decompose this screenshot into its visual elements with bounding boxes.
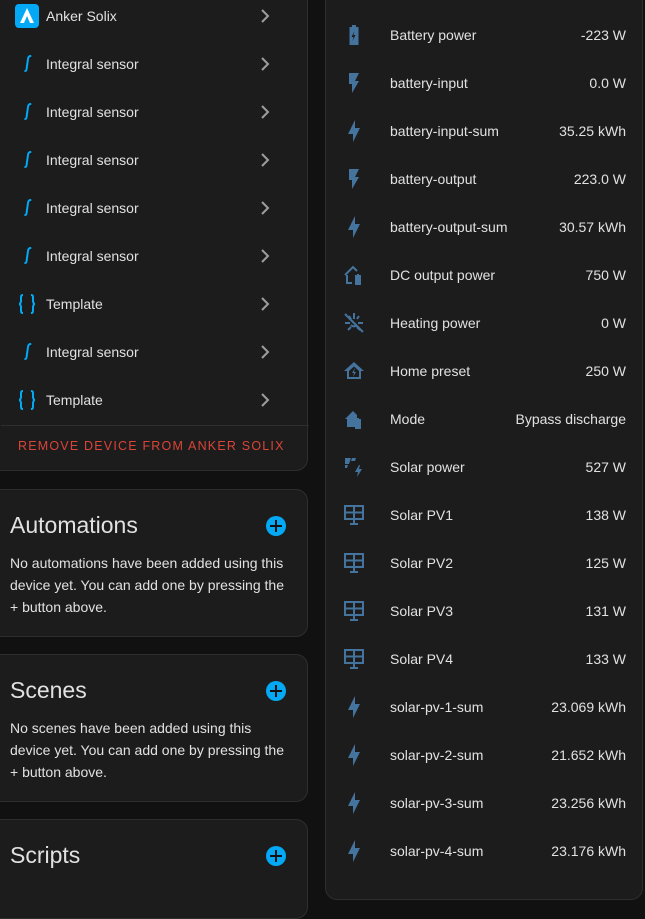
- device-list-item-label: Integral sensor: [46, 104, 139, 120]
- device-list-item[interactable]: [1, 40, 297, 88]
- chevron-right-icon: [259, 201, 271, 215]
- lightning-icon: [342, 119, 366, 143]
- add-scene-button[interactable]: [266, 681, 286, 701]
- integral-icon: [15, 196, 39, 220]
- flash-icon: [342, 167, 366, 191]
- sensor-value: Bypass discharge: [515, 411, 626, 427]
- sensor-label: battery-input: [390, 75, 468, 91]
- automations-empty-text: No automations have been added using this device yet. You can add one by pressing the + button above.: [10, 555, 284, 615]
- automations-card: [0, 489, 308, 637]
- sensor-row[interactable]: [326, 11, 642, 59]
- divider: [1, 425, 309, 426]
- sensor-label: Solar PV3: [390, 603, 454, 619]
- sensor-value: 0 W: [601, 315, 626, 331]
- scripts-card: [0, 819, 308, 919]
- sensor-value: 527 W: [585, 459, 626, 475]
- add-script-button[interactable]: [266, 846, 286, 866]
- scenes-title: Scenes: [10, 677, 87, 703]
- solar-power-icon: [342, 455, 366, 479]
- sensor-label: battery-output-sum: [390, 219, 508, 235]
- device-list-item-label: Anker Solix: [46, 8, 117, 24]
- lightning-icon: [342, 695, 366, 719]
- chevron-right-icon: [259, 249, 271, 263]
- device-list-item-label: Integral sensor: [46, 344, 139, 360]
- sensor-label: battery-output: [390, 171, 477, 187]
- device-list-card: [0, 0, 308, 471]
- sensor-row[interactable]: [326, 203, 642, 251]
- sensor-value: 21.652 kWh: [551, 747, 626, 763]
- sensor-value: 131 W: [585, 603, 626, 619]
- integral-icon: [15, 244, 39, 268]
- flash-icon: [342, 71, 366, 95]
- sensor-row[interactable]: [326, 395, 642, 443]
- sensor-label: solar-pv-1-sum: [390, 699, 484, 715]
- device-list-item-label: Integral sensor: [46, 152, 139, 168]
- device-list-item[interactable]: [1, 280, 297, 328]
- solar-panel-icon: [342, 551, 366, 575]
- sensor-row[interactable]: [326, 635, 642, 683]
- sensor-label: solar-pv-4-sum: [390, 843, 484, 859]
- sensor-value: 23.256 kWh: [551, 795, 626, 811]
- chevron-right-icon: [259, 153, 271, 167]
- sensor-row[interactable]: [326, 731, 642, 779]
- device-list-item-label: Integral sensor: [46, 248, 139, 264]
- sensor-value: 35.25 kWh: [559, 123, 626, 139]
- solar-panel-icon: [342, 647, 366, 671]
- sensor-row[interactable]: [326, 299, 642, 347]
- home-battery-icon: [342, 407, 366, 431]
- device-list-item-label: Integral sensor: [46, 200, 139, 216]
- sensor-row[interactable]: [326, 587, 642, 635]
- sensor-label: Mode: [390, 411, 426, 427]
- scenes-empty-text: No scenes have been added using this device yet. You can add one by pressing the + button above.: [10, 720, 284, 780]
- sensor-value: 30.57 kWh: [559, 219, 626, 235]
- sensor-label: Battery power: [390, 27, 477, 43]
- add-automation-button[interactable]: [266, 516, 286, 536]
- sensor-label: battery-input-sum: [390, 123, 499, 139]
- device-list-item[interactable]: [1, 232, 297, 280]
- sensor-row[interactable]: [326, 779, 642, 827]
- chevron-right-icon: [259, 297, 271, 311]
- sensor-value: 223.0 W: [573, 171, 626, 187]
- device-list-item[interactable]: [1, 136, 297, 184]
- remove-device-button[interactable]: REMOVE DEVICE FROM ANKER SOLIX: [18, 439, 285, 453]
- sensor-value: 133 W: [585, 651, 626, 667]
- device-list-item-label: Template: [46, 296, 103, 312]
- sensor-label: solar-pv-3-sum: [390, 795, 484, 811]
- chevron-right-icon: [259, 9, 271, 23]
- home-lightning-icon: [342, 359, 366, 383]
- chevron-right-icon: [259, 57, 271, 71]
- integral-icon: [15, 100, 39, 124]
- sensor-row[interactable]: [326, 59, 642, 107]
- sensor-value: 0.0 W: [589, 75, 626, 91]
- solar-panel-icon: [342, 599, 366, 623]
- sensor-value: 250 W: [585, 363, 626, 379]
- sensor-row[interactable]: [326, 107, 642, 155]
- heating-off-icon: [342, 311, 366, 335]
- device-list-item[interactable]: [1, 184, 297, 232]
- sensor-row[interactable]: [326, 443, 642, 491]
- chevron-right-icon: [259, 105, 271, 119]
- template-braces-icon: [15, 388, 39, 412]
- plus-icon: [270, 520, 282, 532]
- sensor-row[interactable]: [326, 827, 642, 875]
- sensor-label: Home preset: [390, 363, 471, 379]
- sensor-value: 23.069 kWh: [551, 699, 626, 715]
- lightning-icon: [342, 791, 366, 815]
- device-list-item[interactable]: [1, 376, 297, 424]
- sensor-label: Solar power: [390, 459, 465, 475]
- sensor-row[interactable]: [326, 683, 642, 731]
- sensor-value: -223 W: [580, 27, 626, 43]
- device-list-item[interactable]: [1, 328, 297, 376]
- sensor-value: 23.176 kWh: [551, 843, 626, 859]
- template-braces-icon: [15, 292, 39, 316]
- integral-icon: [15, 52, 39, 76]
- automations-title: Automations: [10, 512, 138, 538]
- sensor-row[interactable]: [326, 347, 642, 395]
- chevron-right-icon: [259, 345, 271, 359]
- home-battery-outline-icon: [342, 263, 366, 287]
- sensors-card: [325, 0, 643, 900]
- battery-charging-icon: [342, 23, 366, 47]
- plus-icon: [270, 850, 282, 862]
- sensor-label: Solar PV2: [390, 555, 454, 571]
- sensor-label: DC output power: [390, 267, 496, 283]
- integral-icon: [15, 148, 39, 172]
- chevron-right-icon: [259, 393, 271, 407]
- anker-solix-logo-icon: [15, 4, 39, 28]
- sensor-label: Solar PV4: [390, 651, 454, 667]
- lightning-icon: [342, 839, 366, 863]
- device-list-item[interactable]: [1, 0, 297, 40]
- sensor-label: solar-pv-2-sum: [390, 747, 484, 763]
- sensor-value: 138 W: [585, 507, 626, 523]
- lightning-icon: [342, 215, 366, 239]
- sensor-row[interactable]: [326, 539, 642, 587]
- integral-icon: [15, 340, 39, 364]
- device-list-item-label: Template: [46, 392, 103, 408]
- device-list-item-label: Integral sensor: [46, 56, 139, 72]
- scripts-title: Scripts: [10, 842, 81, 868]
- sensor-label: Solar PV1: [390, 507, 454, 523]
- sensor-row[interactable]: [326, 155, 642, 203]
- sensor-value: 750 W: [585, 267, 626, 283]
- solar-panel-icon: [342, 503, 366, 527]
- device-list-item[interactable]: [1, 88, 297, 136]
- lightning-icon: [342, 743, 366, 767]
- plus-icon: [270, 685, 282, 697]
- scenes-card: [0, 654, 308, 802]
- sensor-value: 125 W: [585, 555, 626, 571]
- sensor-row[interactable]: [326, 491, 642, 539]
- sensor-row[interactable]: [326, 251, 642, 299]
- sensor-label: Heating power: [390, 315, 481, 331]
